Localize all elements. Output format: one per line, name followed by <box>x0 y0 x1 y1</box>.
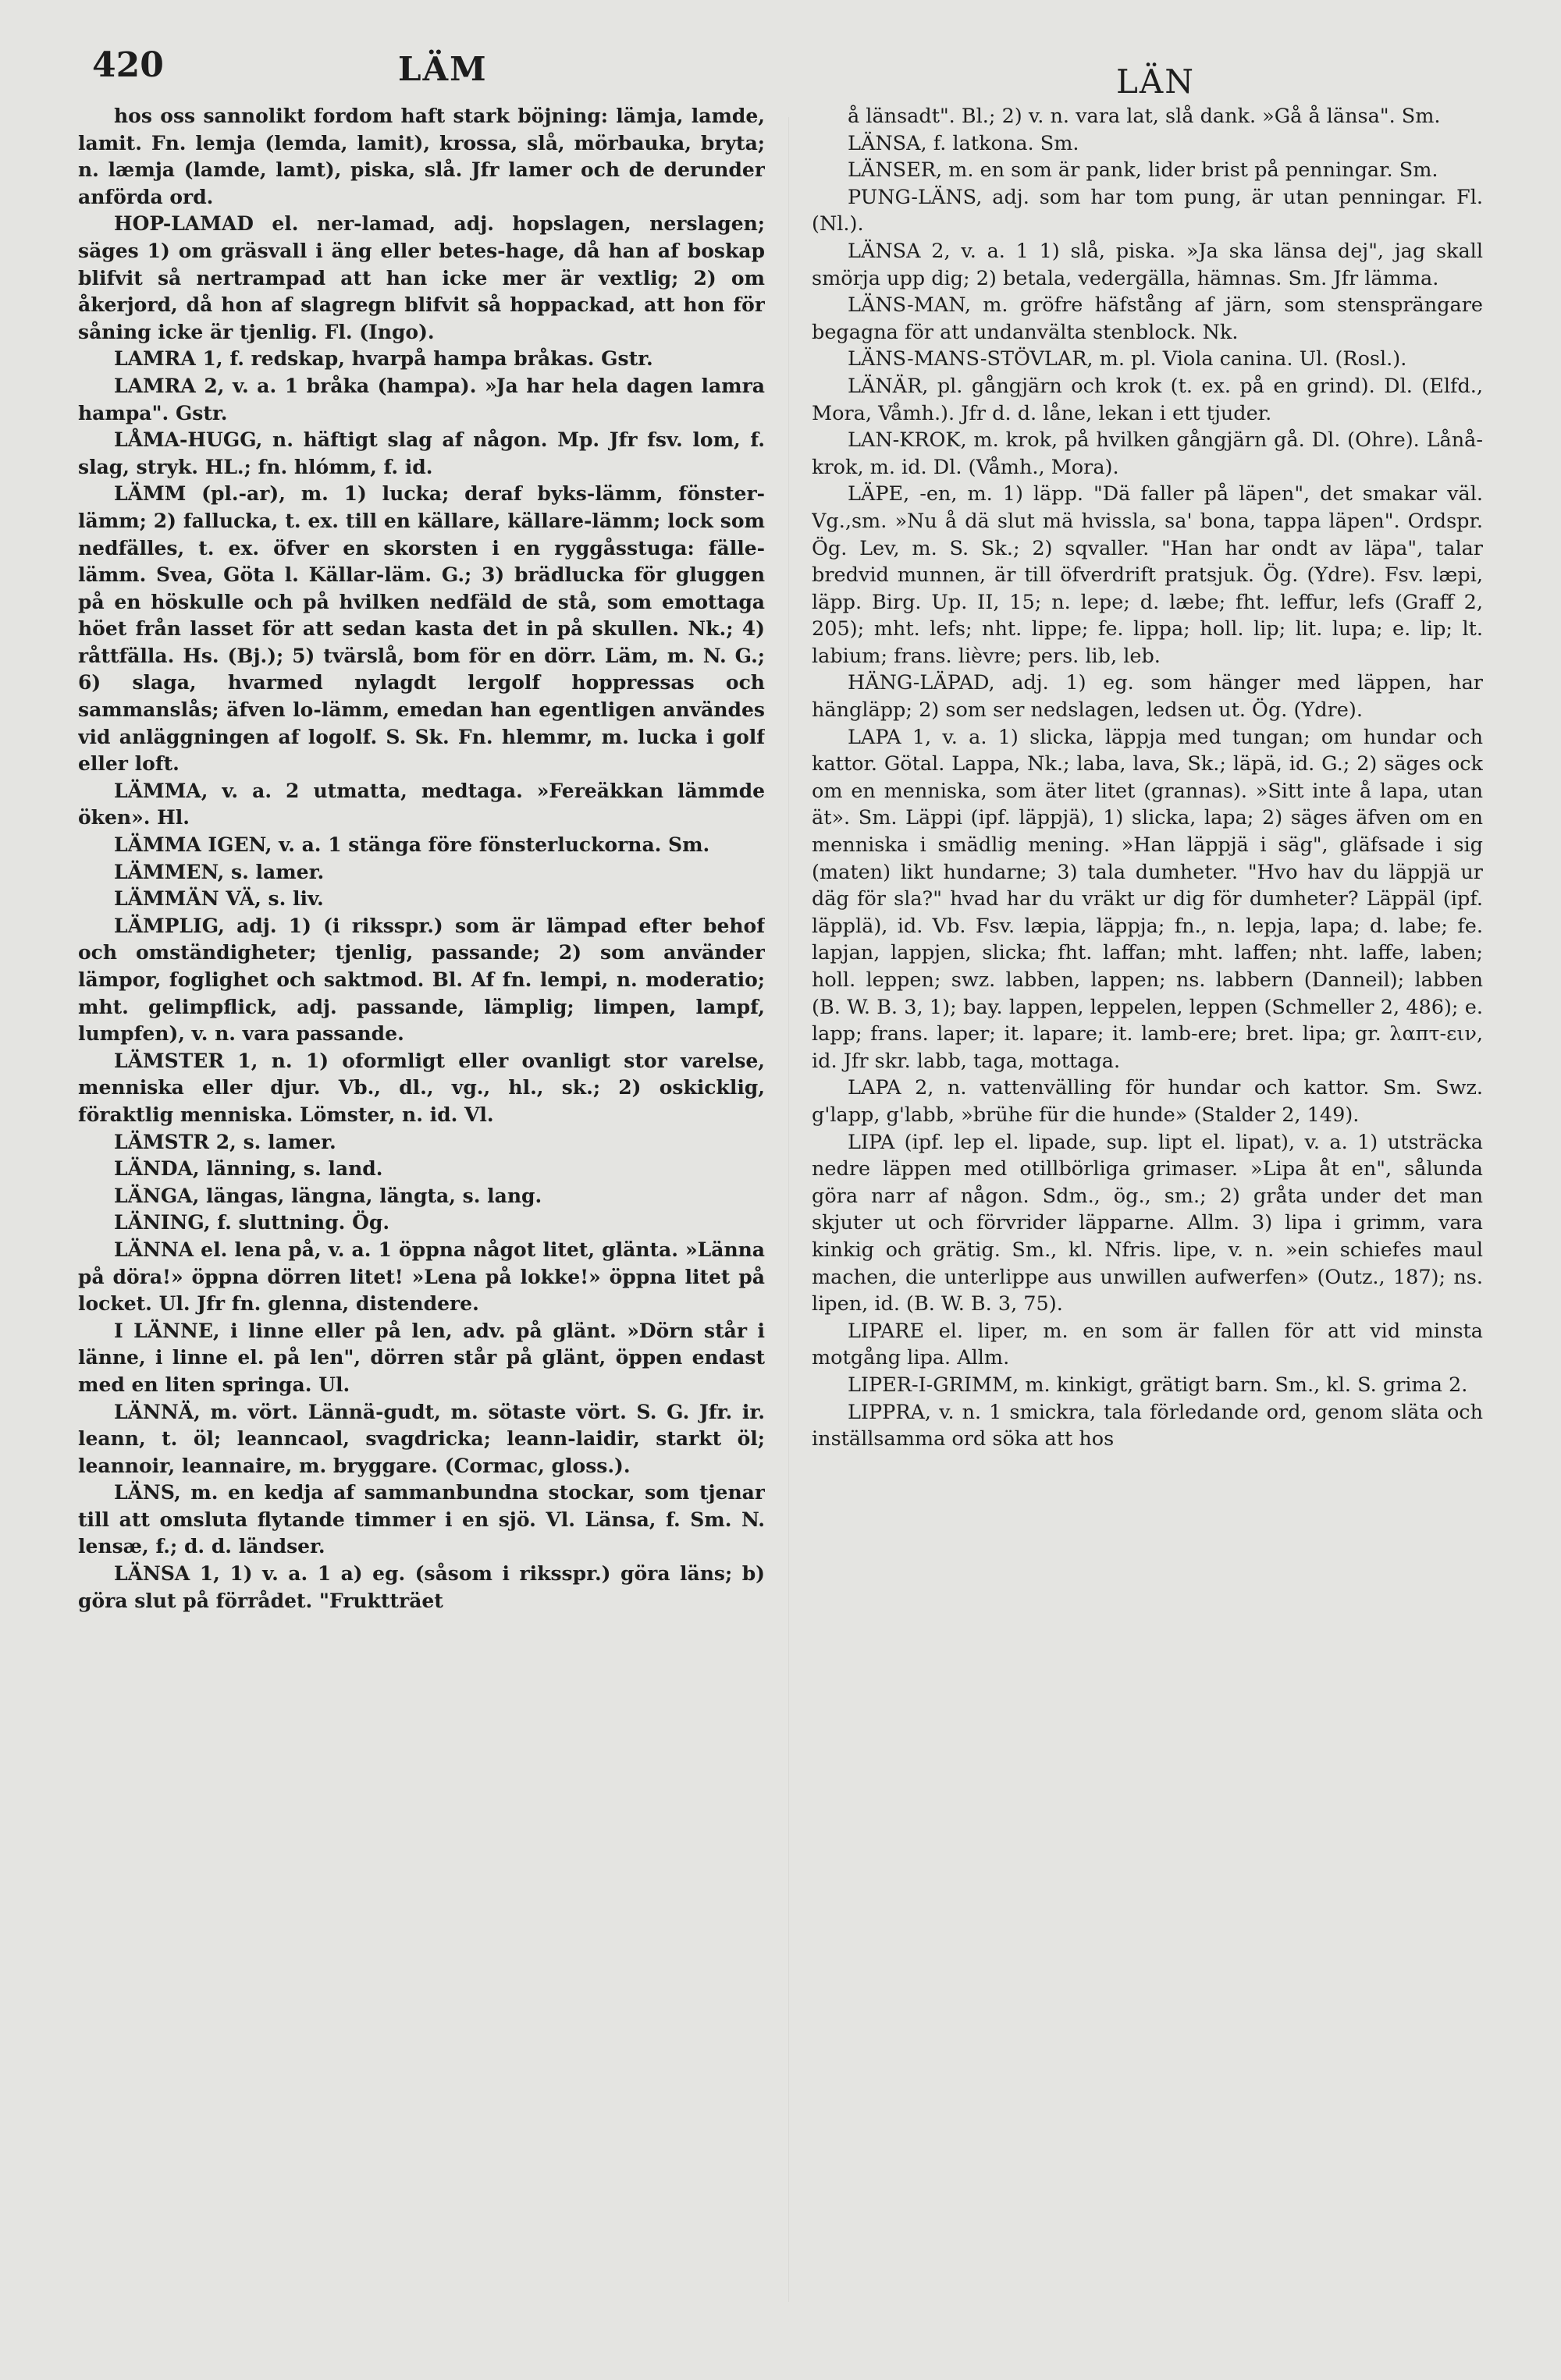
dictionary-entry: LÄNNA el. lena på, v. a. 1 öppna något litet, glänta. »Länna på döra!» öppna dörren litet! »Lena på lokke!» öppna litet på locket. Ul. Jfr fn. glenna, distendere. <box>78 1238 765 1316</box>
dictionary-entry: HÄNG-LÄPAD, adj. 1) eg. som hänger med läppen, har hängläpp; 2) som ser nedslagen, ledsen ut. Ög. (Ydre). <box>812 671 1483 723</box>
dictionary-entry: LÄNSA 2, v. a. 1 1) slå, piska. »Ja ska länsa dej", jag skall smörja upp dig; 2) betala, vedergälla, hämnas. Sm. Jfr lämma. <box>812 239 1483 290</box>
dictionary-entry: LÄNÄR, pl. gångjärn och krok (t. ex. på en grind). Dl. (Elfd., Mora, Våmh.). Jfr d. d. låne, lekan i ett tjuder. <box>812 374 1483 425</box>
dictionary-entry: LIPA (ipf. lep el. lipade, sup. lipt el. lipat), v. a. 1) utsträcka nedre läppen med otillbörliga grimaser. »Lipa åt en", sålunda göra narr af någon. Sdm., ög., sm.; 2) gråta under det man skjuter ut och förvrider läpparne. Allm. 3) lipa i grimm, vara kinkig och grätig. Sm., kl. Nfris. lipe, v. n. »ein schiefes maul machen, die unterlippe aus unwillen aufwerfen» (Outz., 187); ns. lipen, id. (B. W. B. 3, 75). <box>812 1130 1483 1316</box>
dictionary-entry: LÄMMEN, s. lamer. <box>114 860 325 883</box>
dictionary-entry: LAN-KROK, m. krok, på hvilken gångjärn gå. Dl. (Ohre). Lånå-krok, m. id. Dl. (Våmh., Mora). <box>812 428 1483 479</box>
dictionary-entry: LÄPE, -en, m. 1) läpp. "Dä faller på läpen", det smakar väl. Vg.,sm. »Nu å dä slut mä hvissla, sa' bona, tappa läpen". Ordspr. Ög. Lev, m. S. Sk.; 2) sqvaller. "Han har ondt av läpa", talar bredvid munnen, är till öfverdrift pratsjuk. Ög. (Ydre). Fsv. læpi, läpp. Birg. Up. II, 15; n. lepe; d. læbe; fht. leffur, lefs (Graff 2, 205); mht. lefs; nht. lippe; fe. lippa; holl. lip; lit. lupa; e. lip; lt. labium; frans. lièvre; pers. lib, leb. <box>812 482 1483 668</box>
dictionary-entry: LÄMPLIG, adj. 1) (i riksspr.) som är lämpad efter behof och omständigheter; tjenlig, passande; 2) som använder lämpor, foglighet och saktmod. Bl. Af fn. lempi, n. moderatio; mht. gelimpflick, adj. passande, lämplig; limpen, lampf, lumpfen), v. n. vara passande. <box>78 914 765 1046</box>
dictionary-entry: LAPA 2, n. vattenvälling för hundar och kattor. Sm. Swz. g'lapp, g'labb, »brühe für die hunde» (Stalder 2, 149). <box>812 1076 1483 1127</box>
right-column <box>812 103 1483 2350</box>
column-gutter <box>788 117 789 2302</box>
dictionary-entry: LÄMMA, v. a. 2 utmatta, medtaga. »Fereäkkan lämmde öken». Hl. <box>78 779 765 829</box>
dictionary-entry: LAPA 1, v. a. 1) slicka, läppja med tungan; om hundar och kattor. Götal. Lappa, Nk.; laba, lava, Sk.; läpä, id. G.; 2) säges ock om en menniska, som äter litet (grannas). »Sitt inte å lapa, utan ät». Sm. Läppi (ipf. läppjä), 1) slicka, lapa; 2) säges äfven om en menniska i smädlig mening. »Han läppjä i säg", gläfsade i sig (maten) likt hundarne; 3) tala dumheter. "Hvo hav du läppjä ur däg för sla?" hvad har du vräkt ur dig för dumheter? Läppäl (ipf. läpplä), id. Vb. Fsv. læpia, läppja; fn., n. lepja, lapa; d. labe; fe. lapjan, lappjen, slicka; fht. laffan; mht. laffen; nht. laffe, laben; holl. leppen; swz. labben, lappen; ns. labbern (Danneil); labben (B. W. B. 3, 1); bay. lappen, leppelen, leppen (Schmeller 2, 486); e. lapp; frans. laper; it. lapare; it. lamb-ere; bret. lipa; gr. λαπτ-ειν, id. Jfr skr. labb, taga, mottaga. <box>812 725 1483 1073</box>
running-headword-right: LÄN <box>1116 62 1195 101</box>
dictionary-entry: LÄMMÄN VÄ, s. liv. <box>114 887 324 911</box>
dictionary-entry: LÄNSER, m. en som är pank, lider brist på penningar. Sm. <box>848 158 1438 183</box>
dictionary-entry: LÄNDA, länning, s. land. <box>114 1157 383 1181</box>
dictionary-entry: LÄNS-MAN, m. gröfre häfstång af järn, som stensprängare begagna för att undanvälta stenblock. Nk. <box>812 293 1483 344</box>
dictionary-entry: LÄNNÄ, m. vört. Lännä-gudt, m. sötaste vört. S. G. Jfr. ir. leann, t. öl; leanncaol, svagdricka; leann-laidir, starkt öl; leannoir, leannaire, m. bryggare. (Cormac, gloss.). <box>78 1400 765 1477</box>
dictionary-entry: I LÄNNE, i linne eller på len, adv. på glänt. »Dörn står i länne, i linne el. på len", dörren står på glänt, öppen endast med en liten springa. Ul. <box>78 1319 765 1396</box>
dictionary-entry: LÄMM (pl.-ar), m. 1) lucka; deraf byks-lämm, fönster-lämm; 2) fallucka, t. ex. till en källare, källare-lämm; lock som nedfälles, t. ex. öfver en skorsten i en ryggåsstuga: fälle-lämm. Svea, Göta l. Källar-läm. G.; 3) brädlucka för gluggen på en höskulle och på hvilken nedfäld de stå, som emottaga höet från lasset för att sedan kasta det in på skullen. Nk.; 4) råttfälla. Hs. (Bj.); 5) tvärslå, bom för en dörr. Läm, m. N. G.; 6) slaga, hvarmed nylagdt lergolf hoppressas och sammanslås; äfven lo-lämm, emedan han egentligen användes vid anläggningen af logolf. S. Sk. Fn. hlemmr, m. lucka i golf eller loft. <box>78 482 765 776</box>
dictionary-entry: LÄNGA, längas, längna, längta, s. lang. <box>114 1184 542 1207</box>
dictionary-entry: LÄMMA IGEN, v. a. 1 stänga före fönsterluckorna. Sm. <box>114 833 710 857</box>
dictionary-entry: LÄMSTER 1, n. 1) oformligt eller ovanligt stor varelse, menniska eller djur. Vb., dl., vg., hl., sk.; 2) oskicklig, föraktlig menniska. Lömster, n. id. Vl. <box>78 1049 765 1126</box>
dictionary-entry: LIPER-I-GRIMM, m. kinkigt, grätigt barn. Sm., kl. S. grima 2. <box>848 1373 1468 1397</box>
dictionary-entry: LIPPRA, v. n. 1 smickra, tala förledande ord, genom släta och inställsamma ord söka att hos <box>812 1400 1483 1451</box>
left-column <box>78 103 765 2350</box>
page-header <box>0 45 1561 101</box>
dictionary-entry: hos oss sannolikt fordom haft stark böjning: lämja, lamde, lamit. Fn. lemja (lemda, lamit), krossa, slå, mörbauka, bryta; n. læmja (lamde, lamt), piska, slå. Jfr lamer och de derunder anförda ord. <box>78 105 765 208</box>
dictionary-entry: LÄNSA, f. latkona. Sm. <box>848 131 1079 155</box>
dictionary-entry: LÄMSTR 2, s. lamer. <box>114 1130 336 1153</box>
dictionary-entry: HOP-LAMAD el. ner-lamad, adj. hopslagen, nerslagen; säges 1) om gräsvall i äng eller betes-hage, då han af boskap blifvit så nertrampad att han icke mer är vextlig; 2) om åkerjord, då hon af slagregn blifvit så hoppackad, att hon för såning icke är tjenlig. Fl. (Ingo). <box>78 212 765 343</box>
page-number: 420 <box>92 45 164 85</box>
dictionary-entry: LÄNSA 1, 1) v. a. 1 a) eg. (såsom i riksspr.) göra läns; b) göra slut på förrådet. "Fruktträet <box>78 1562 765 1612</box>
dictionary-entry: LAMRA 2, v. a. 1 bråka (hampa). »Ja har hela dagen lamra hampa". Gstr. <box>78 374 765 424</box>
dictionary-entry: LIPARE el. liper, m. en som är fallen för att vid minsta motgång lipa. Allm. <box>812 1319 1483 1370</box>
dictionary-entry: PUNG-LÄNS, adj. som har tom pung, är utan penningar. Fl. (Nl.). <box>812 185 1483 236</box>
dictionary-entry: LÄNING, f. sluttning. Ög. <box>114 1211 390 1234</box>
dictionary-entry: å länsadt". Bl.; 2) v. n. vara lat, slå dank. »Gå å länsa". Sm. <box>848 105 1441 128</box>
dictionary-entry: LÄNS-MANS-STÖVLAR, m. pl. Viola canina. Ul. (Rosl.). <box>848 347 1407 371</box>
running-headword-left: LÄM <box>398 50 488 88</box>
dictionary-entry: LÄNS, m. en kedja af sammanbundna stockar, som tjenar till att omsluta flytande timmer i en sjö. Vl. Länsa, f. Sm. N. lensæ, f.; d. d. ländser. <box>78 1481 765 1558</box>
dictionary-entry: LAMRA 1, f. redskap, hvarpå hampa bråkas. Gstr. <box>114 347 653 371</box>
dictionary-entry: LÅMA-HUGG, n. häftigt slag af någon. Mp. Jfr fsv. lom, f. slag, stryk. HL.; fn. hlómm, f. id. <box>78 428 765 478</box>
